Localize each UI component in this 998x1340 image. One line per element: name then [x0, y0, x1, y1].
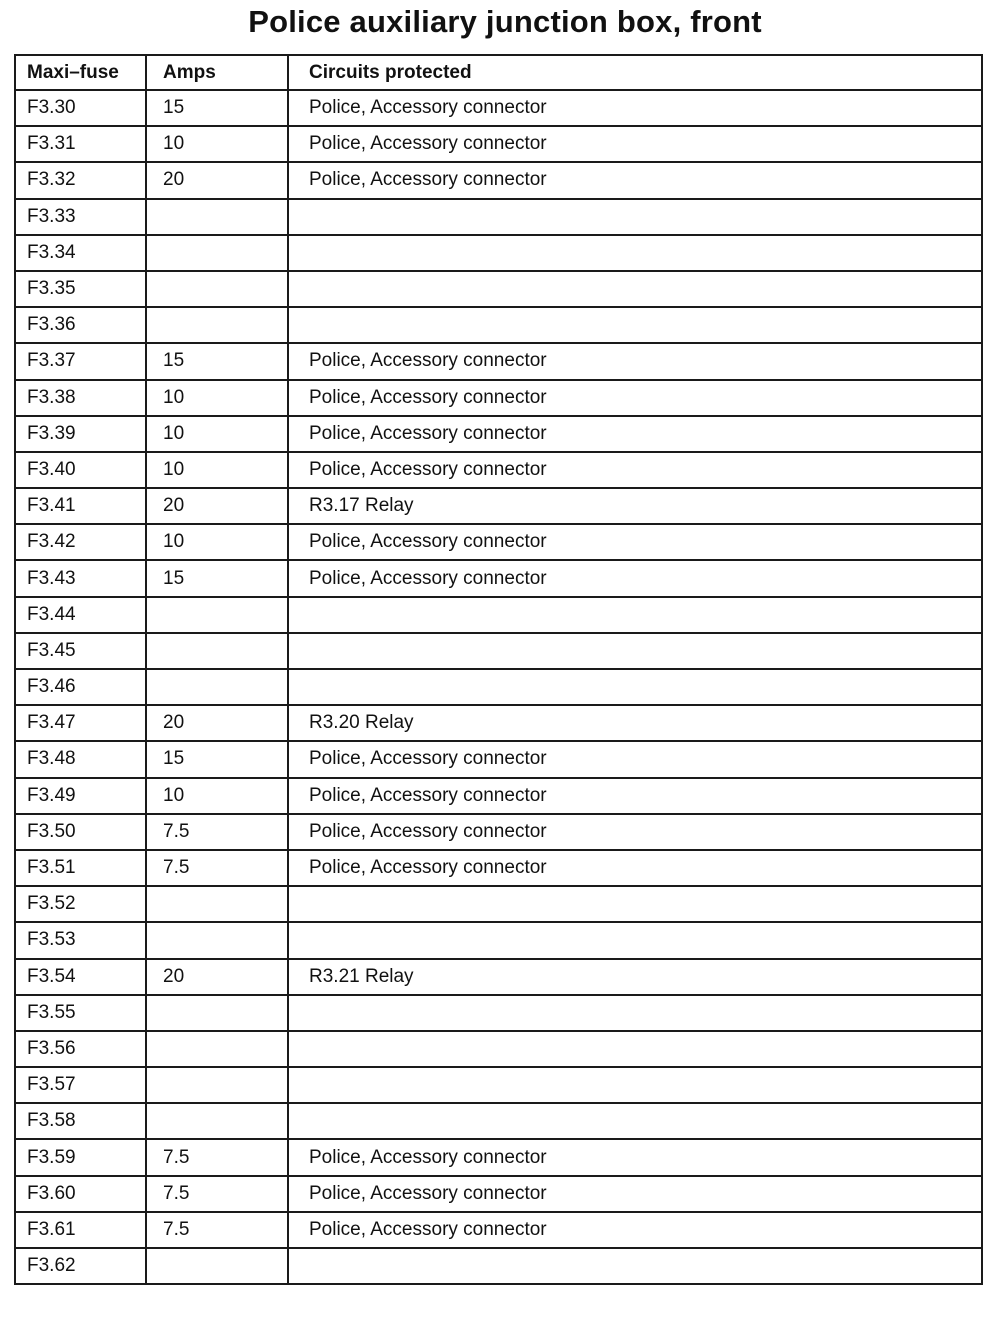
- table-row: [15, 814, 982, 850]
- cell-amps: 10: [146, 452, 288, 488]
- cell-fuse: F3.47: [15, 705, 146, 741]
- cell-amps: 7.5: [146, 814, 288, 850]
- page-title: Police auxiliary junction box, front: [248, 4, 762, 39]
- cell-amps: [146, 886, 288, 922]
- cell-circuit: [288, 886, 982, 922]
- cell-circuit: [288, 1248, 982, 1284]
- table-row: [15, 597, 982, 633]
- cell-amps: 20: [146, 959, 288, 995]
- cell-circuit: [288, 633, 982, 669]
- cell-amps: [146, 1248, 288, 1284]
- cell-circuit: Police, Accessory connector: [288, 343, 982, 379]
- cell-fuse: F3.55: [15, 995, 146, 1031]
- header-amps: Amps: [146, 55, 288, 90]
- cell-circuit: [288, 199, 982, 235]
- table-row: [15, 741, 982, 777]
- cell-circuit: Police, Accessory connector: [288, 850, 982, 886]
- cell-amps: 10: [146, 380, 288, 416]
- cell-fuse: F3.60: [15, 1176, 146, 1212]
- table-row: [15, 1176, 982, 1212]
- cell-amps: [146, 271, 288, 307]
- cell-amps: [146, 597, 288, 633]
- cell-amps: [146, 1031, 288, 1067]
- table-row: [15, 162, 982, 198]
- cell-amps: 20: [146, 705, 288, 741]
- table-row: [15, 560, 982, 596]
- cell-fuse: F3.52: [15, 886, 146, 922]
- table-row: [15, 380, 982, 416]
- table-row: [15, 199, 982, 235]
- table-row: [15, 669, 982, 705]
- cell-fuse: F3.42: [15, 524, 146, 560]
- table-row: [15, 126, 982, 162]
- table-row: [15, 1212, 982, 1248]
- cell-fuse: F3.45: [15, 633, 146, 669]
- table-body: [15, 90, 982, 1284]
- table-row: [15, 633, 982, 669]
- table-row: [15, 1139, 982, 1175]
- cell-amps: 7.5: [146, 1176, 288, 1212]
- cell-circuit: [288, 1031, 982, 1067]
- cell-amps: [146, 995, 288, 1031]
- cell-fuse: F3.59: [15, 1139, 146, 1175]
- cell-fuse: F3.33: [15, 199, 146, 235]
- fuse-table: [14, 54, 983, 1285]
- table-row: [15, 90, 982, 126]
- cell-circuit: Police, Accessory connector: [288, 560, 982, 596]
- cell-fuse: F3.51: [15, 850, 146, 886]
- cell-fuse: F3.57: [15, 1067, 146, 1103]
- cell-circuit: [288, 307, 982, 343]
- cell-fuse: F3.41: [15, 488, 146, 524]
- cell-circuit: [288, 1103, 982, 1139]
- cell-fuse: F3.30: [15, 90, 146, 126]
- cell-circuit: Police, Accessory connector: [288, 778, 982, 814]
- cell-fuse: F3.34: [15, 235, 146, 271]
- cell-amps: [146, 1067, 288, 1103]
- cell-fuse: F3.39: [15, 416, 146, 452]
- table-row: [15, 452, 982, 488]
- cell-circuit: [288, 271, 982, 307]
- table-row: [15, 307, 982, 343]
- cell-circuit: Police, Accessory connector: [288, 162, 982, 198]
- cell-fuse: F3.48: [15, 741, 146, 777]
- cell-fuse: F3.50: [15, 814, 146, 850]
- cell-amps: [146, 633, 288, 669]
- cell-fuse: F3.53: [15, 922, 146, 958]
- cell-amps: 15: [146, 343, 288, 379]
- table-row: [15, 1248, 982, 1284]
- table-row: [15, 1103, 982, 1139]
- cell-circuit: Police, Accessory connector: [288, 452, 982, 488]
- cell-amps: [146, 1103, 288, 1139]
- cell-circuit: Police, Accessory connector: [288, 416, 982, 452]
- cell-circuit: R3.21 Relay: [288, 959, 982, 995]
- table-row: [15, 416, 982, 452]
- cell-fuse: F3.32: [15, 162, 146, 198]
- cell-fuse: F3.61: [15, 1212, 146, 1248]
- cell-fuse: F3.43: [15, 560, 146, 596]
- cell-fuse: F3.40: [15, 452, 146, 488]
- header-circuits-protected: Circuits protected: [288, 55, 982, 90]
- cell-circuit: Police, Accessory connector: [288, 814, 982, 850]
- cell-circuit: [288, 922, 982, 958]
- cell-fuse: F3.36: [15, 307, 146, 343]
- table-row: [15, 922, 982, 958]
- table-row: [15, 524, 982, 560]
- cell-amps: [146, 669, 288, 705]
- table-row: [15, 271, 982, 307]
- table-row: [15, 959, 982, 995]
- table-row: [15, 1031, 982, 1067]
- cell-amps: 7.5: [146, 1212, 288, 1248]
- cell-amps: 10: [146, 778, 288, 814]
- table-row: [15, 1067, 982, 1103]
- table-row: [15, 235, 982, 271]
- cell-circuit: Police, Accessory connector: [288, 1212, 982, 1248]
- cell-fuse: F3.62: [15, 1248, 146, 1284]
- cell-amps: [146, 922, 288, 958]
- cell-fuse: F3.58: [15, 1103, 146, 1139]
- cell-fuse: F3.49: [15, 778, 146, 814]
- table-header-row: [15, 55, 982, 90]
- cell-circuit: Police, Accessory connector: [288, 1139, 982, 1175]
- cell-amps: 7.5: [146, 1139, 288, 1175]
- cell-amps: 7.5: [146, 850, 288, 886]
- cell-circuit: Police, Accessory connector: [288, 90, 982, 126]
- cell-circuit: Police, Accessory connector: [288, 1176, 982, 1212]
- table-row: [15, 850, 982, 886]
- cell-circuit: [288, 235, 982, 271]
- cell-amps: 10: [146, 416, 288, 452]
- cell-fuse: F3.44: [15, 597, 146, 633]
- cell-fuse: F3.54: [15, 959, 146, 995]
- cell-fuse: F3.31: [15, 126, 146, 162]
- cell-amps: 20: [146, 162, 288, 198]
- cell-amps: 10: [146, 524, 288, 560]
- cell-circuit: [288, 669, 982, 705]
- cell-amps: 15: [146, 90, 288, 126]
- cell-amps: 15: [146, 741, 288, 777]
- cell-circuit: Police, Accessory connector: [288, 741, 982, 777]
- table-row: [15, 488, 982, 524]
- cell-fuse: F3.56: [15, 1031, 146, 1067]
- table-row: [15, 995, 982, 1031]
- cell-circuit: R3.20 Relay: [288, 705, 982, 741]
- cell-circuit: Police, Accessory connector: [288, 524, 982, 560]
- cell-amps: 20: [146, 488, 288, 524]
- cell-circuit: Police, Accessory connector: [288, 126, 982, 162]
- cell-amps: [146, 199, 288, 235]
- cell-amps: 10: [146, 126, 288, 162]
- cell-fuse: F3.35: [15, 271, 146, 307]
- cell-circuit: [288, 1067, 982, 1103]
- header-maxi-fuse: Maxi–fuse: [15, 55, 146, 90]
- cell-circuit: [288, 995, 982, 1031]
- table-row: [15, 778, 982, 814]
- table-row: [15, 343, 982, 379]
- cell-circuit: [288, 597, 982, 633]
- cell-amps: 15: [146, 560, 288, 596]
- cell-circuit: R3.17 Relay: [288, 488, 982, 524]
- cell-circuit: Police, Accessory connector: [288, 380, 982, 416]
- cell-amps: [146, 235, 288, 271]
- cell-fuse: F3.37: [15, 343, 146, 379]
- cell-fuse: F3.46: [15, 669, 146, 705]
- table-row: [15, 886, 982, 922]
- cell-amps: [146, 307, 288, 343]
- table-row: [15, 705, 982, 741]
- cell-fuse: F3.38: [15, 380, 146, 416]
